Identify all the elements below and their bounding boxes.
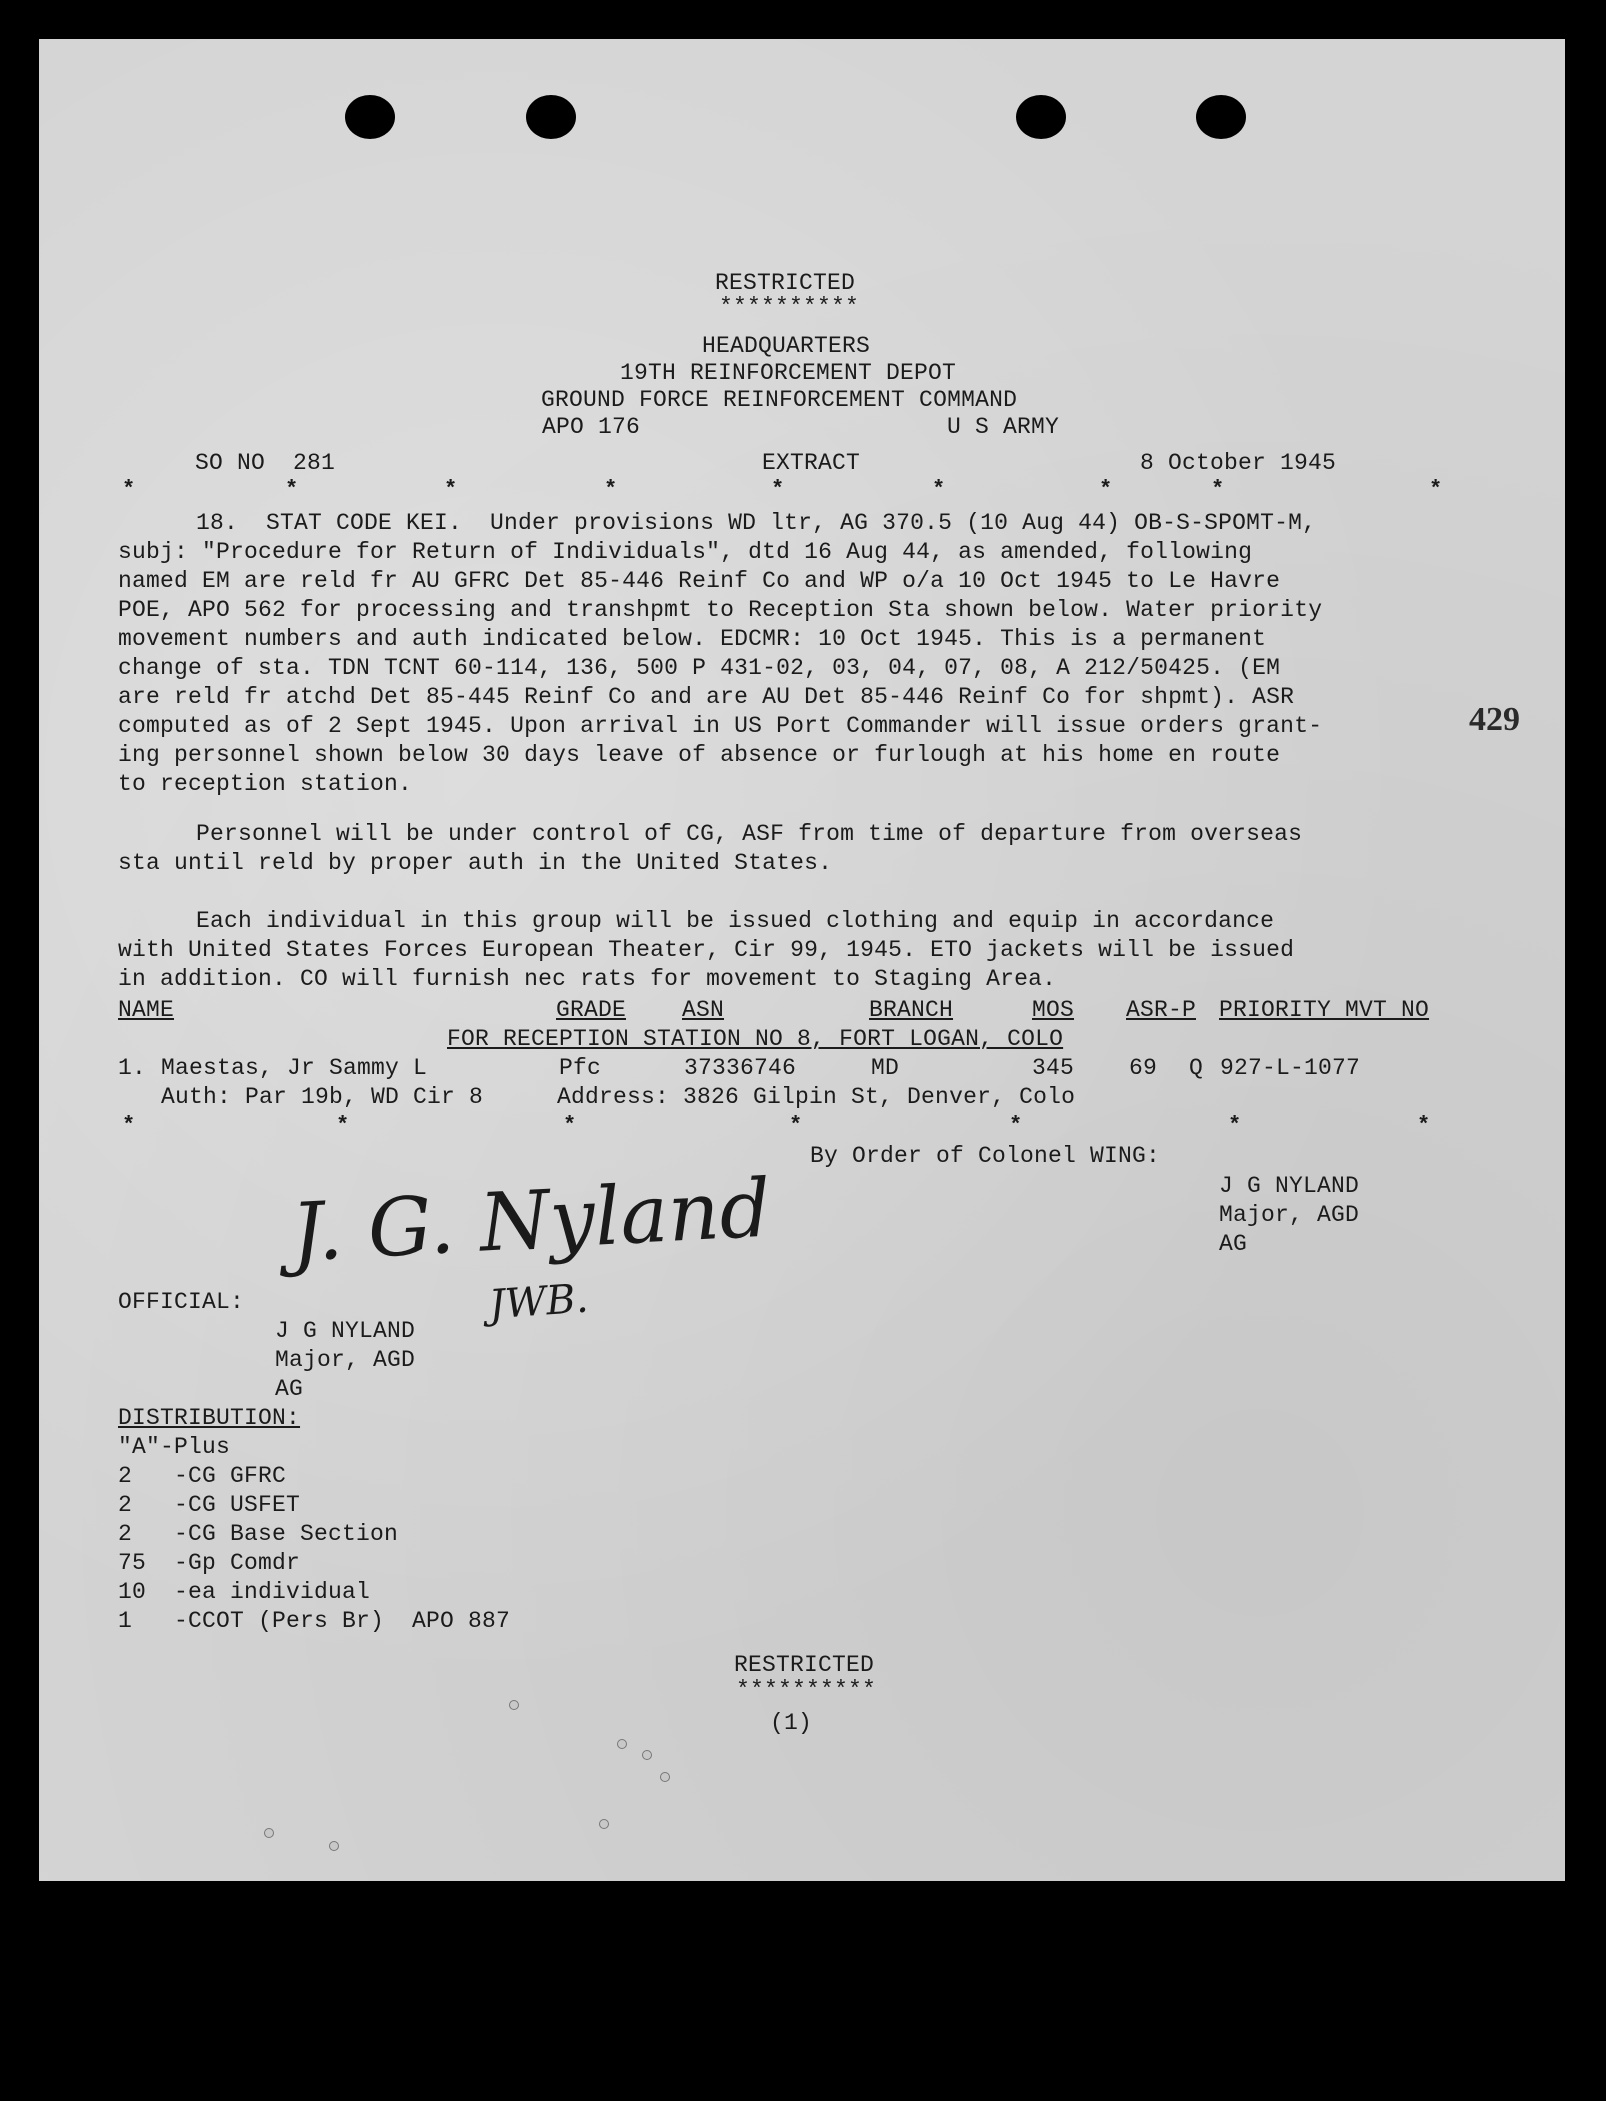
scan-speck <box>660 1772 670 1782</box>
separator-asterisk: * <box>604 477 618 502</box>
para3-line: in addition. CO will furnish nec rats for movement to Staging Area. <box>118 966 1057 992</box>
stars-bottom: ********** <box>736 1677 877 1703</box>
scan-speck <box>264 1828 274 1838</box>
column-header-grade: GRADE <box>556 997 627 1023</box>
distribution-item: 75 -Gp Comdr <box>118 1550 301 1576</box>
column-header-asr: ASR-P <box>1126 997 1197 1023</box>
official-rank: Major, AGD <box>275 1347 416 1373</box>
distribution-item: 10 -ea individual <box>118 1579 371 1605</box>
punch-hole <box>526 95 576 139</box>
distribution-item: 2 -CG GFRC <box>118 1463 287 1489</box>
para1-line: POE, APO 562 for processing and transhpmt to Reception Sta shown below. Water priority <box>118 597 1323 623</box>
official-name: J G NYLAND <box>275 1318 416 1344</box>
distribution-item: 2 -CG Base Section <box>118 1521 399 1547</box>
separator-asterisk: * <box>789 1113 803 1138</box>
entry-mark: Q <box>1189 1055 1204 1081</box>
column-header-name: NAME <box>118 997 175 1023</box>
entry-grade: Pfc <box>559 1055 602 1081</box>
separator-asterisk: * <box>932 477 946 502</box>
by-order-line: By Order of Colonel WING: <box>810 1143 1161 1169</box>
para1-line: movement numbers and auth indicated below. EDCMR: 10 Oct 1945. This is a permanent <box>118 626 1267 652</box>
handwritten-signature: J. G. Nyland <box>288 1161 773 1280</box>
page-number: (1) <box>770 1710 813 1736</box>
header-line-1: HEADQUARTERS <box>702 333 871 359</box>
scan-speck <box>509 1700 519 1710</box>
entry-name: Maestas, Jr Sammy L <box>161 1055 428 1081</box>
entry-asr: 69 <box>1129 1055 1158 1081</box>
column-header-branch: BRANCH <box>869 997 954 1023</box>
signer-office: AG <box>1219 1231 1248 1257</box>
separator-asterisk: * <box>1228 1113 1242 1138</box>
para1-line: 18. STAT CODE KEI. Under provisions WD ltr, AG 370.5 (10 Aug 44) OB-S-SPOMT-M, <box>196 510 1317 536</box>
punch-hole <box>1196 95 1246 139</box>
para1-line: are reld fr atchd Det 85-445 Reinf Co and are AU Det 85-446 Reinf Co for shpmt). ASR <box>118 684 1295 710</box>
entry-mos: 345 <box>1032 1055 1075 1081</box>
handwritten-initials: JWB. <box>487 1275 590 1329</box>
separator-asterisk: * <box>563 1113 577 1138</box>
para2-line: sta until reld by proper auth in the United States. <box>118 850 833 876</box>
scan-speck <box>617 1739 627 1749</box>
entry-number: 1. <box>118 1055 147 1081</box>
entry-auth: Auth: Par 19b, WD Cir 8 <box>161 1084 484 1110</box>
column-header-asn: ASN <box>682 997 725 1023</box>
punch-hole <box>1016 95 1066 139</box>
separator-asterisk: * <box>1429 477 1443 502</box>
para1-line: change of sta. TDN TCNT 60-114, 136, 500 P 431-02, 03, 04, 07, 08, A 212/50425. (EM <box>118 655 1281 681</box>
punch-hole <box>345 95 395 139</box>
para1-line: subj: "Procedure for Return of Individuals", dtd 16 Aug 44, as amended, following <box>118 539 1253 565</box>
separator-asterisk: * <box>285 477 299 502</box>
para1-line: named EM are reld fr AU GFRC Det 85-446 Reinf Co and WP o/a 10 Oct 1945 to Le Havre <box>118 568 1281 594</box>
distribution-item: 2 -CG USFET <box>118 1492 301 1518</box>
header-apo: APO 176 <box>542 414 641 440</box>
para3-line: Each individual in this group will be issued clothing and equip in accordance <box>196 908 1275 934</box>
header-line-3: GROUND FORCE REINFORCEMENT COMMAND <box>541 387 1018 413</box>
para1-line: computed as of 2 Sept 1945. Upon arrival in US Port Commander will issue orders grant- <box>118 713 1323 739</box>
scan-speck <box>599 1819 609 1829</box>
classification-bottom: RESTRICTED <box>734 1652 875 1678</box>
column-header-priority: PRIORITY MVT NO <box>1219 997 1430 1023</box>
scan-speck <box>329 1841 339 1851</box>
separator-asterisk: * <box>336 1113 350 1138</box>
signer-rank: Major, AGD <box>1219 1202 1360 1228</box>
separator-asterisk: * <box>771 477 785 502</box>
official-label: OFFICIAL: <box>118 1289 245 1315</box>
distribution-item: "A"-Plus <box>118 1434 231 1460</box>
separator-asterisk: * <box>1009 1113 1023 1138</box>
separator-asterisk: * <box>444 477 458 502</box>
signer-name: J G NYLAND <box>1219 1173 1360 1199</box>
header-army: U S ARMY <box>947 414 1060 440</box>
distribution-item: 1 -CCOT (Pers Br) APO 887 <box>118 1608 511 1634</box>
para3-line: with United States Forces European Theater, Cir 99, 1945. ETO jackets will be issued <box>118 937 1295 963</box>
separator-asterisk: * <box>1099 477 1113 502</box>
separator-asterisk: * <box>1211 477 1225 502</box>
classification-top: RESTRICTED <box>715 270 856 296</box>
special-order-number: SO NO 281 <box>195 450 336 476</box>
order-date: 8 October 1945 <box>1140 450 1337 476</box>
scan-speck <box>642 1750 652 1760</box>
header-line-2: 19TH REINFORCEMENT DEPOT <box>620 360 957 386</box>
para1-line: to reception station. <box>118 771 413 797</box>
separator-asterisk: * <box>122 1113 136 1138</box>
page-stamp-number: 429 <box>1469 701 1520 738</box>
reception-station-heading: FOR RECEPTION STATION NO 8, FORT LOGAN, COLO <box>447 1026 1064 1052</box>
para2-line: Personnel will be under control of CG, ASF from time of departure from overseas <box>196 821 1303 847</box>
entry-asn: 37336746 <box>684 1055 797 1081</box>
extract-label: EXTRACT <box>762 450 861 476</box>
para1-line: ing personnel shown below 30 days leave of absence or furlough at his home en route <box>118 742 1281 768</box>
column-header-mos: MOS <box>1032 997 1075 1023</box>
entry-address: Address: 3826 Gilpin St, Denver, Colo <box>557 1084 1076 1110</box>
document-page <box>39 39 1565 1881</box>
entry-priority: 927-L-1077 <box>1220 1055 1361 1081</box>
separator-asterisk: * <box>122 477 136 502</box>
entry-branch: MD <box>871 1055 900 1081</box>
separator-asterisk: * <box>1417 1113 1431 1138</box>
distribution-label: DISTRIBUTION: <box>118 1405 301 1431</box>
stars-top: ********** <box>719 294 860 320</box>
official-office: AG <box>275 1376 304 1402</box>
